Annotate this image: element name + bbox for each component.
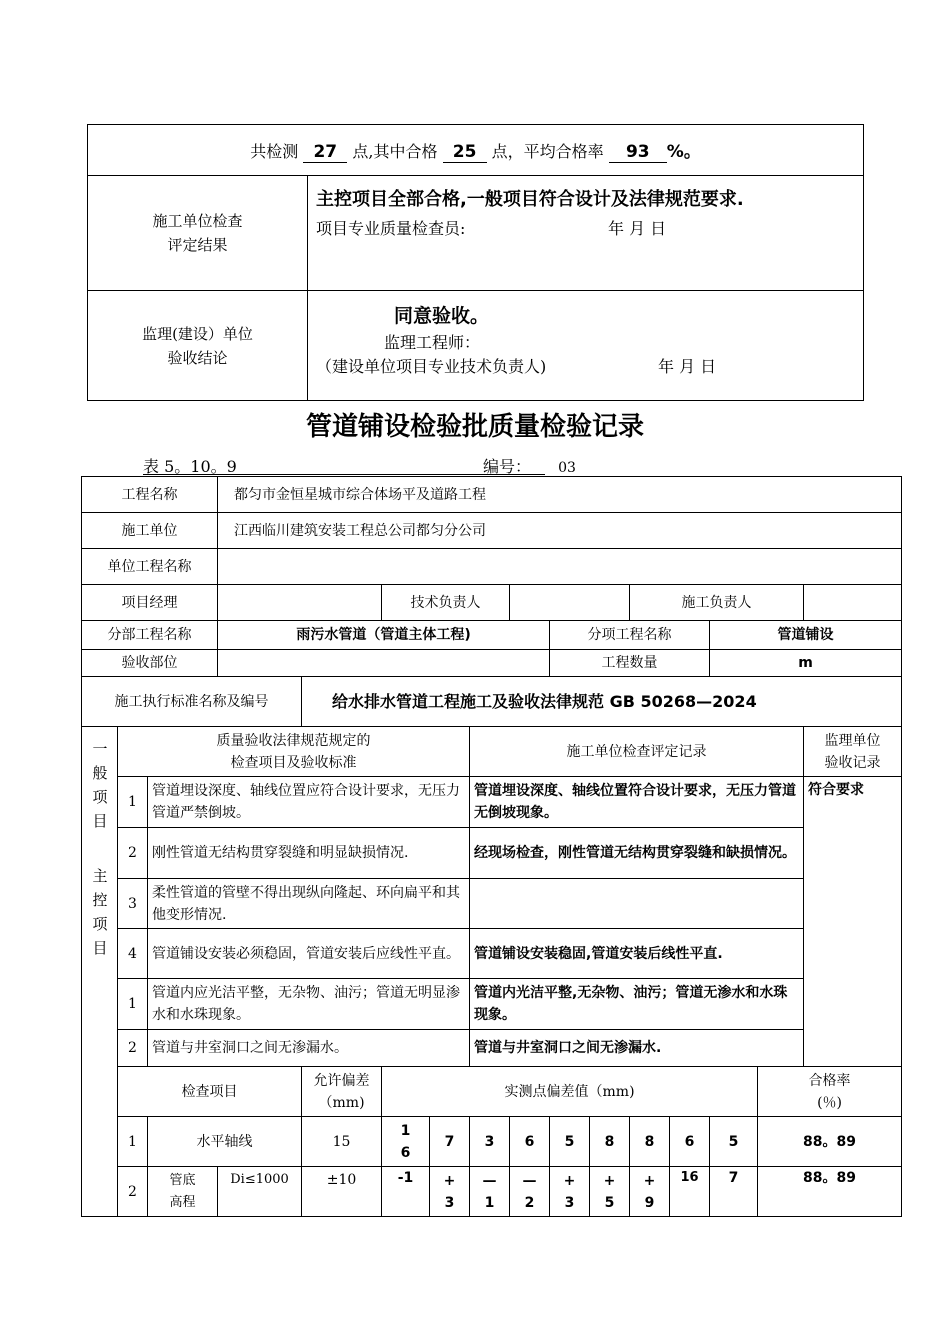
construction-check-label-2: 评定结果 [167, 236, 228, 254]
summary-mid2: 点，平均合格率 [491, 142, 604, 161]
main-item-record: 经现场检查，刚性管道无结构贯穿裂缝和缺损情况。 [470, 828, 804, 879]
measure-value: 3 [470, 1117, 510, 1167]
general-item-criterion: 管道内应光洁平整，无杂物、油污；管道无明显渗水和水珠现象。 [148, 979, 470, 1030]
summary-row [88, 125, 864, 176]
main-item-record: 管道埋设深度、轴线位置符合设计要求，无压力管道无倒坡现象。 [470, 777, 804, 828]
inspector-date: 年 月 日 [608, 219, 667, 238]
rate-header [758, 1067, 902, 1117]
tech-lead-value [510, 585, 630, 621]
location-label: 验收部位 [82, 650, 218, 677]
rate-header-2: (％) [817, 1094, 842, 1111]
unit-project [218, 549, 902, 585]
supervision-date: 年 月 日 [658, 357, 717, 376]
measure-value: 6 [670, 1117, 710, 1167]
summary-prefix: 共检测 [250, 142, 299, 161]
measure-value: — 2 [510, 1167, 550, 1217]
criteria-header-2: 检查项目及验收标准 [230, 754, 357, 771]
manager-value [218, 585, 382, 621]
standard-label: 施工执行标准名称及编号 [82, 677, 302, 727]
measure-rate: 88。89 [758, 1167, 902, 1217]
main-item-record [470, 879, 804, 929]
location-value [218, 650, 550, 677]
summary-table [87, 124, 864, 401]
general-item-no: 1 [118, 979, 148, 1030]
general-item-record: 管道内光洁平整,无杂物、油污；管道无渗水和水珠现象。 [470, 979, 804, 1030]
main-item-criterion: 管道埋设深度、轴线位置应符合设计要求，无压力管道严禁倒坡。 [148, 777, 470, 828]
general-item-record: 管道与井室洞口之间无渗漏水. [470, 1030, 804, 1067]
project-name-label: 工程名称 [82, 477, 218, 513]
measure-value: 7 [430, 1117, 470, 1167]
form-no: 表 5。10。9 [143, 457, 237, 476]
measure-value: + 3 [430, 1167, 470, 1217]
measure-row-tolerance: ±10 [302, 1167, 382, 1217]
supervision-conclusion: 同意验收。 [394, 305, 490, 327]
tolerance-header [302, 1067, 382, 1117]
total-points: 27 [303, 142, 347, 163]
quantity-label: 工程数量 [550, 650, 710, 677]
measure-value: -1 [382, 1167, 430, 1217]
summary-suffix: %。 [666, 142, 701, 162]
tolerance-header-2: （mm) [318, 1094, 365, 1111]
measure-value: 8 [630, 1117, 670, 1167]
measure-rate: 88。89 [758, 1117, 902, 1167]
item-label: 分项工程名称 [550, 621, 710, 650]
page-title: 管道铺设检验批质量检验记录 [305, 412, 644, 442]
serial-line [483, 454, 576, 476]
sub-project: 雨污水管道（管道主体工程) [218, 621, 550, 650]
general-item-criterion: 管道与井室洞口之间无渗漏水。 [148, 1030, 470, 1067]
criteria-header [118, 727, 470, 777]
main-control-label: 主控项目 [92, 866, 108, 957]
supervision-label [88, 291, 308, 401]
item-name: 管道铺设 [710, 621, 902, 650]
tolerance-header-1: 允许偏差 [313, 1072, 370, 1089]
tech-lead-label: 技术负责人 [382, 585, 510, 621]
pass-rate: 93 [609, 142, 667, 163]
measure-value: 5 [550, 1117, 590, 1167]
main-item-no: 2 [118, 828, 148, 879]
measure-value: + 5 [590, 1167, 630, 1217]
measure-row-no: 1 [118, 1117, 148, 1167]
supervision-header-2: 验收记录 [824, 754, 881, 771]
supervision-header-1: 监理单位 [824, 732, 881, 749]
supervision-label-1: 监理(建设）单位 [142, 324, 253, 343]
measure-row-subitem: Di≤1000 [218, 1167, 302, 1217]
project-name: 都匀市金恒星城市综合体场平及道路工程 [218, 477, 902, 513]
serial-value: 03 [558, 460, 576, 476]
construction-lead-label: 施工负责人 [630, 585, 804, 621]
inspector-line [316, 214, 855, 244]
standard: 给水排水管道工程施工及验收法律规范 GB 50268—2024 [302, 677, 902, 727]
summary-mid1: 点,其中合格 [352, 142, 438, 161]
inspector-label: 项目专业质量检查员: [316, 219, 466, 238]
supervision-header [804, 727, 902, 777]
contractor: 江西临川建筑安装工程总公司都匀分公司 [218, 513, 902, 549]
construction-check-result: 主控项目全部合格,一般项目符合设计及法律规范要求. [316, 189, 744, 210]
construction-record-header: 施工单位检查评定记录 [470, 727, 804, 777]
measure-value: 6 [510, 1117, 550, 1167]
measure-row-tolerance: 15 [302, 1117, 382, 1167]
measure-row-no: 2 [118, 1167, 148, 1217]
measure-row-item: 管底 高程 [148, 1167, 218, 1217]
measure-value: 7 [710, 1167, 758, 1217]
qualified-points: 25 [443, 142, 487, 163]
values-header: 实测点偏差值（mm) [382, 1067, 758, 1117]
unit-project-label: 单位工程名称 [82, 549, 218, 585]
construction-check-label-1: 施工单位检查 [152, 212, 243, 230]
measure-value: — 1 [470, 1167, 510, 1217]
supervision-engineer: 监理工程师： [384, 333, 481, 352]
main-item-criterion: 柔性管道的管壁不得出现纵向隆起、环向扁平和其他变形情况. [148, 879, 470, 929]
main-item-no: 3 [118, 879, 148, 929]
construction-lead-value [804, 585, 902, 621]
general-label: 一般项目 [92, 739, 108, 830]
supervision-owner: （建设单位项目专业技术负责人) [316, 357, 547, 376]
measure-item-header: 检查项目 [118, 1067, 302, 1117]
main-item-no: 1 [118, 777, 148, 828]
main-item-record: 管道铺设安装稳固,管道安装后线性平直. [470, 929, 804, 979]
serial-label: 编号： [483, 454, 545, 475]
general-item-no: 2 [118, 1030, 148, 1067]
measure-value: + 9 [630, 1167, 670, 1217]
measure-value: 16 [670, 1167, 710, 1217]
supervision-owner-line [316, 355, 855, 379]
manager-label: 项目经理 [82, 585, 218, 621]
supervision-verdict: 符合要求 [804, 777, 902, 1067]
measure-value: 8 [590, 1117, 630, 1167]
criteria-header-1: 质量验收法律规范规定的 [216, 732, 371, 749]
main-item-no: 4 [118, 929, 148, 979]
measure-value: 1 6 [382, 1117, 430, 1167]
rate-header-1: 合格率 [808, 1072, 851, 1089]
supervision-cell [308, 291, 864, 401]
construction-check-cell [308, 176, 864, 291]
construction-check-label [88, 176, 308, 291]
inspection-table [81, 476, 902, 1217]
form-no-line [143, 454, 483, 475]
main-item-criterion: 管道铺设安装必须稳固，管道安装后应线性平直。 [148, 929, 470, 979]
contractor-label: 施工单位 [82, 513, 218, 549]
sub-project-label: 分部工程名称 [82, 621, 218, 650]
supervision-label-2: 验收结论 [167, 348, 228, 367]
quantity-unit: m [710, 650, 902, 677]
measure-value: + 3 [550, 1167, 590, 1217]
main-item-criterion: 刚性管道无结构贯穿裂缝和明显缺损情况. [148, 828, 470, 879]
measure-value: 5 [710, 1117, 758, 1167]
measure-row-item: 水平轴线 [148, 1117, 302, 1167]
